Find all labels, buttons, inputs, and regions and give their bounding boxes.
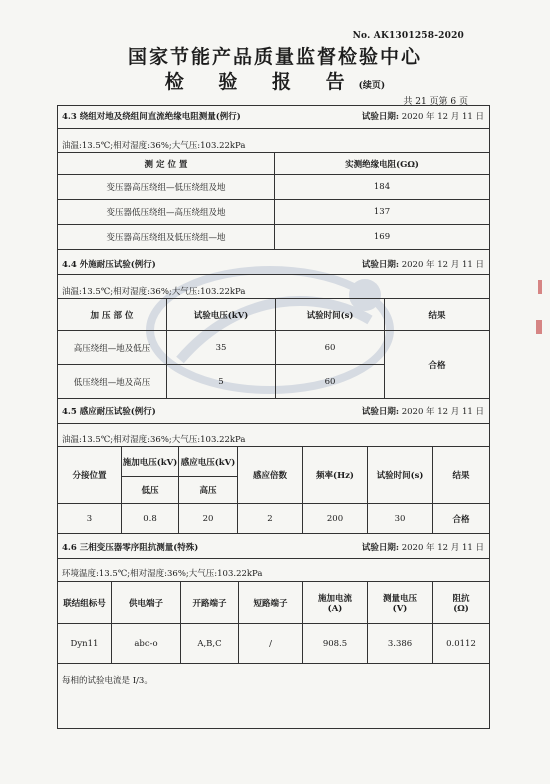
cell-value: 184 (275, 175, 490, 200)
table-row: Dyn11 abc-o A,B,C / 908.5 3.386 0.0112 (58, 624, 490, 664)
induced-table: 分接位置 施加电压(kV) 感应电压(kV) 感应倍数 频率(Hz) 试验时间(s) 结果 低压 高压 3 0.8 20 2 200 30 合格 (57, 446, 490, 534)
section-4-4-title: 4.4 外施耐压试验(例行) (62, 260, 156, 270)
col-voltage: 试验电压(kV) (167, 299, 276, 331)
section-4-5-date: 试验日期: 2020 年 12 月 11 日 (361, 407, 484, 417)
zero-sequence-table: 联结组标号 供电端子 开路端子 短路端子 施加电流 (A) 测量电压 (V) 阻抗 (Ω) Dyn11 abc-o A,B,C / 908.5 3.386 0.0112 (57, 581, 490, 664)
divider (57, 128, 490, 129)
divider (57, 423, 490, 424)
table-row (58, 200, 490, 225)
section-4-4-date: 试验日期: 2020 年 12 月 11 日 (361, 260, 484, 270)
insulation-table (57, 152, 490, 250)
col-time: 试验时间(s) (276, 299, 385, 331)
organization-title: 国家节能产品质量监督检验中心 (127, 46, 422, 68)
divider (57, 274, 490, 275)
section-4-6-date: 试验日期: 2020 年 12 月 11 日 (361, 543, 484, 553)
footnote: 每相的试验电流是 I/3。 (62, 676, 153, 686)
seal-stamp-icon (532, 280, 550, 360)
col-resistance: 实测绝缘电阻(GΩ) (275, 153, 490, 175)
result-cell: 合格 (385, 331, 490, 399)
divider (57, 558, 490, 559)
cell-position: 变压器高压绕组及低压绕组—地 (58, 225, 275, 250)
table-row: 高压绕组—地及低压 35 60 合格 (58, 331, 490, 365)
section-4-5-title: 4.5 感应耐压试验(例行) (62, 407, 156, 417)
withstand-table (57, 298, 490, 399)
col-position: 加 压 部 位 (58, 299, 167, 331)
cell-position: 变压器低压绕组—高压绕组及地 (58, 200, 275, 225)
table-row: 低压绕组—地及高压 5 60 (58, 365, 490, 399)
cell-position: 变压器高压绕组—低压绕组及地 (58, 175, 275, 200)
continued-label: (续页) (358, 81, 386, 91)
table-row: 3 0.8 20 2 200 30 合格 (58, 504, 490, 534)
section-4-5-env: 油温:13.5℃;相对湿度:36%;大气压:103.22kPa (62, 435, 246, 445)
report-number: No. AK1301258-2020 (352, 31, 464, 41)
cell-value: 169 (275, 225, 490, 250)
table-row (58, 225, 490, 250)
page-info: 共 21 页第 6 页 (403, 97, 468, 107)
section-4-3-title: 4.3 绕组对地及绕组间直流绝缘电阻测量(例行) (62, 112, 241, 122)
report-title: 检 验 报 告(续页) (164, 71, 386, 93)
col-position: 测 定 位 置 (58, 153, 275, 175)
section-4-6-title: 4.6 三相变压器零序阻抗测量(特殊) (62, 543, 199, 553)
section-4-3-date: 试验日期: 2020 年 12 月 11 日 (361, 112, 484, 122)
section-4-3-env: 油温:13.5℃;相对湿度:36%;大气压:103.22kPa (62, 141, 246, 151)
table-row (58, 175, 490, 200)
section-4-4-env: 油温:13.5℃;相对湿度:36%;大气压:103.22kPa (62, 287, 246, 297)
cell-value: 137 (275, 200, 490, 225)
section-4-6-env: 环境温度:13.5℃;相对湿度:36%;大气压:103.22kPa (62, 569, 263, 579)
col-result: 结果 (385, 299, 490, 331)
